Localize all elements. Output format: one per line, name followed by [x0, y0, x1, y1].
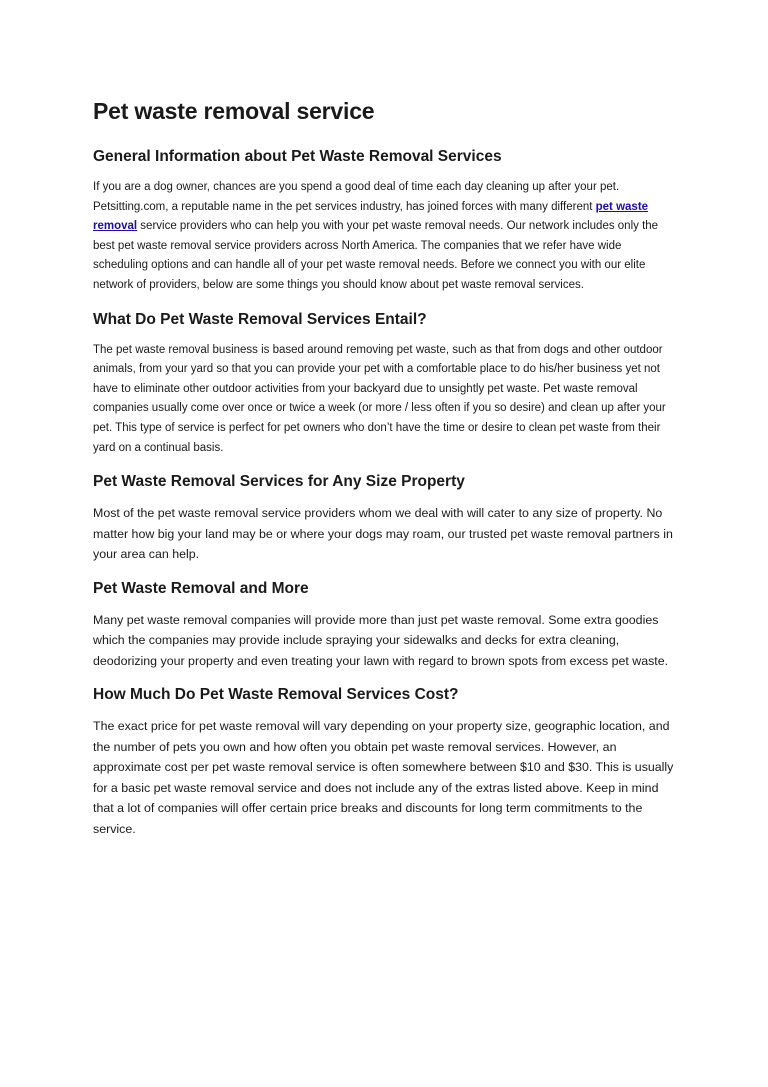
section-services-entail — [93, 309, 677, 459]
section-paragraph: The exact price for pet waste removal will vary depending on your property size, geographic location, and the number of pets you own and how often you obtain pet waste removal services. However, an approximate cost per pet waste removal service is often somewhere between $10 and $30. This is usually for a basic pet waste removal service and does not include any of the extras listed above. Keep in mind that a lot of companies will offer certain price breaks and discounts for long term commitments to the service. — [93, 719, 674, 836]
section-removal-and-more — [93, 578, 677, 672]
section-heading: General Information about Pet Waste Removal Services — [93, 148, 502, 165]
page-title: Pet waste removal service — [93, 98, 375, 124]
section-paragraph: The pet waste removal business is based around removing pet waste, such as that from dogs and other outdoor animals, from your yard so that you can provide your pet with a comfortable place to do his/her business yet not have to eliminate other outdoor activities from your backyard due to unsightly pet waste. Pet waste removal companies usually come over once or twice a week (or more / less often if you so desire) and clean up after your pet. This type of service is perfect for pet owners who don’t have the time or desire to clean pet waste from their yard on a continual basis. — [93, 343, 666, 454]
section-paragraph — [93, 178, 677, 296]
section-any-size-property — [93, 471, 677, 565]
section-heading: How Much Do Pet Waste Removal Services Cost? — [93, 686, 459, 704]
section-heading: What Do Pet Waste Removal Services Entail? — [93, 310, 427, 328]
section-heading: Pet Waste Removal and More — [93, 579, 309, 597]
section-paragraph: Most of the pet waste removal service providers whom we deal with will cater to any size of property. No matter how big your land may be or where your dogs may roam, our trusted pet waste removal partners in your area can help. — [93, 506, 673, 562]
section-paragraph: Many pet waste removal companies will provide more than just pet waste removal. Some extra goodies which the companies may provide include spraying your sidewalks and decks for extra cleaning, deodorizing your property and even treating your lawn with regard to brown spots from excess pet waste. — [93, 612, 669, 668]
pet-waste-removal-link[interactable]: pet waste removal — [93, 200, 649, 233]
section-general-information — [93, 146, 677, 296]
paragraph-text: service providers who can help you with your pet waste removal needs. Our network includes only the best pet waste removal service providers across North America. The companies that we refer have wide scheduling options and can handle all of your pet waste removal needs. Before we connect you with our elite network of providers, below are some things you should know about pet waste removal services. — [93, 220, 659, 291]
paragraph-text: If you are a dog owner, chances are you spend a good deal of time each day cleaning up after your pet. Petsitting.com, a reputable name in the pet services industry, has joined forces with many different — [93, 181, 620, 213]
section-heading: Pet Waste Removal Services for Any Size Property — [93, 473, 465, 491]
document-page — [93, 96, 677, 852]
section-cost — [93, 684, 677, 839]
